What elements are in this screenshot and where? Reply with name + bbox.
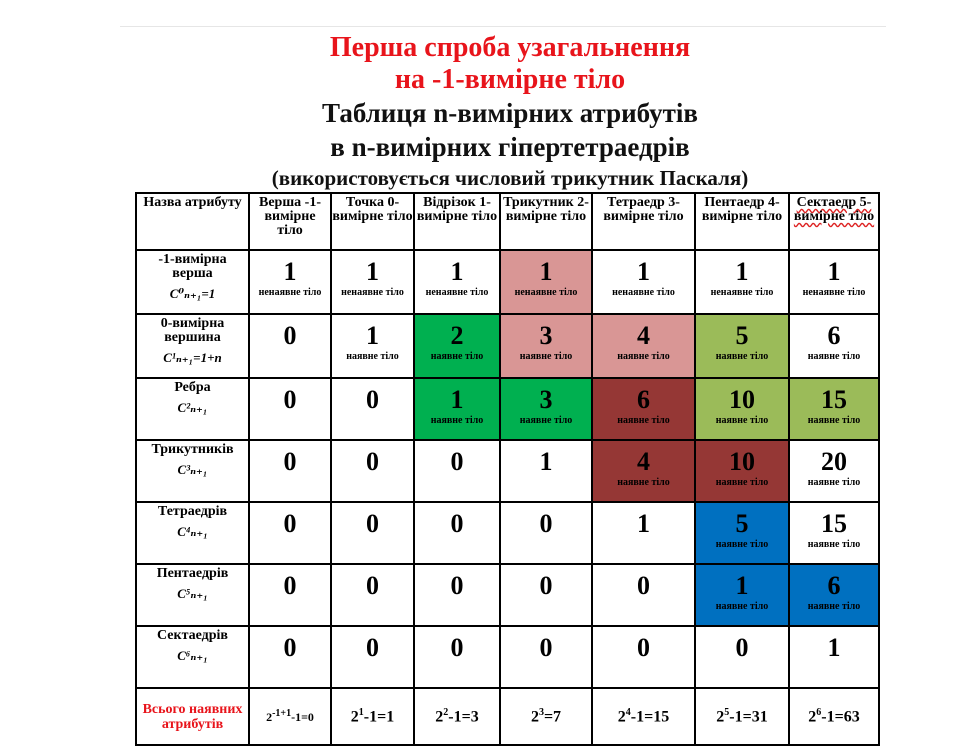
cell-note: ненаявне тіло [802,287,866,298]
cell-note: наявне тіло [617,477,670,488]
cell-note: наявне тіло [715,415,769,426]
title-line-2: на -1-вимірне тіло [394,64,626,95]
cell-value: 10 [729,447,755,476]
cell-note: наявне тіло [807,601,861,612]
cell-value: 15 [821,385,847,414]
table-row [136,440,879,502]
value-cell [331,440,414,502]
value-cell [331,378,414,440]
summary-rest: -1=15 [630,708,670,726]
cell-note: ненаявне тіло [514,287,578,298]
cell-value: 0 [283,447,297,476]
row-label: Тетраедрів [157,504,228,519]
summary-base: 2 [350,708,359,726]
cell-note: наявне тіло [617,351,670,362]
cell-value: 1 [450,257,464,286]
cell-value: 3 [539,321,553,350]
cell-value: 1 [366,321,379,350]
value-cell [592,626,695,688]
cell-value: 1 [827,257,841,286]
cell-value: 0 [283,571,297,600]
header-col: Тетраедр 3-вимірне тіло [592,193,695,250]
cell-value: 0 [539,509,553,538]
row-label: Пентаедрів [156,566,229,581]
cell-note: ненаявне тіло [258,287,322,298]
header-name-col: Назва атрибуту [136,193,249,250]
cell-value: 6 [637,385,650,414]
summary-cell [789,688,879,745]
value-cell [592,378,695,440]
cell-value: 1 [539,447,553,476]
value-cell [500,626,592,688]
row-label-cell [136,378,249,440]
value-cell [500,502,592,564]
table-header-row [136,193,879,250]
row-formula: C¹ₙ₊₁=1+n [163,350,222,365]
cell-note: ненаявне тіло [710,287,774,298]
summary-cell [331,688,414,745]
cell-value: 1 [637,509,650,538]
row-formula: C⁴ₙ₊₁ [177,524,208,539]
title-line-1: Перша спроба узагальнення [329,32,691,63]
value-cell [331,564,414,626]
value-cell [331,626,414,688]
value-cell [249,502,331,564]
row-label: -1-вимірна верша [158,252,227,281]
value-cell [592,440,695,502]
cell-value: 1 [735,257,749,286]
row-formula: C²ₙ₊₁ [177,400,208,415]
value-cell [414,564,500,626]
row-label: Ребра [174,380,211,395]
cell-note: ненаявне тіло [425,287,489,298]
value-cell [592,564,695,626]
cell-value: 1 [827,633,841,662]
cell-note: наявне тіло [346,351,399,362]
summary-base: 2 [435,708,444,726]
value-cell [414,314,500,378]
cell-value: 0 [450,447,464,476]
value-cell [592,250,695,314]
table-row [136,626,879,688]
value-cell [331,314,414,378]
value-cell [414,250,500,314]
summary-rest: -1=0 [291,710,314,724]
cell-value: 0 [283,321,297,350]
value-cell [500,564,592,626]
cell-value: 5 [735,321,749,350]
summary-rest: -1=3 [448,708,479,726]
value-cell [249,626,331,688]
table-row [136,314,879,378]
summary-exponent: 2 [443,706,449,718]
value-cell [249,378,331,440]
row-label-cell [136,626,249,688]
summary-label: Всього наявних атрибутів [136,688,249,745]
value-cell [789,564,879,626]
cell-value: 4 [637,321,650,350]
value-cell [500,378,592,440]
cell-value: 10 [729,385,755,414]
attributes-table [135,192,880,746]
title-line-5: (використовується числовий трикутник Паскаля) [271,166,749,190]
top-divider-line [120,26,886,27]
value-cell [789,250,879,314]
cell-value: 6 [827,321,841,350]
cell-note: наявне тіло [430,351,484,362]
cell-value: 0 [366,385,379,414]
row-label-cell [136,564,249,626]
cell-value: 2 [450,321,464,350]
cell-value: 0 [366,509,379,538]
title-line-3: Таблиця n-вимірних атрибутів [322,98,698,128]
row-label-cell [136,250,249,314]
value-cell [592,502,695,564]
cell-value: 0 [637,571,650,600]
value-cell [414,626,500,688]
attributes-table-wrapper [135,192,878,732]
cell-note: наявне тіло [715,601,769,612]
value-cell [249,564,331,626]
value-cell [695,378,789,440]
row-label: 0-вимірна вершина [160,316,225,345]
value-cell [592,314,695,378]
table-row [136,378,879,440]
value-cell [695,314,789,378]
title-line-4: в n-вимірних гіпертетраедрів [330,132,690,162]
cell-note: наявне тіло [715,477,769,488]
cell-value: 15 [821,509,847,538]
summary-exponent: 3 [538,706,544,718]
summary-base: 2 [617,708,626,726]
value-cell [695,626,789,688]
cell-value: 0 [735,633,749,662]
cell-value: 1 [637,257,650,286]
cell-value: 0 [283,385,297,414]
header-col: Відрізок 1-вимірне тіло [414,193,500,250]
summary-exponent: -1+1 [272,708,292,719]
cell-note: наявне тіло [519,351,573,362]
cell-value: 0 [283,509,297,538]
header-col: Точка 0-вимірне тіло [331,193,414,250]
value-cell [414,502,500,564]
value-cell [789,502,879,564]
summary-rest: -1=31 [729,708,768,726]
summary-base: 2 [266,710,273,724]
value-cell [789,440,879,502]
cell-value: 0 [283,633,297,662]
cell-note: наявне тіло [807,351,861,362]
summary-cell [695,688,789,745]
cell-value: 0 [450,633,464,662]
summary-exponent: 4 [625,706,631,718]
cell-value: 1 [366,257,379,286]
row-label-cell [136,502,249,564]
value-cell [331,502,414,564]
summary-rest: -1=63 [821,708,860,726]
summary-rest: -1=1 [363,708,395,726]
value-cell [249,440,331,502]
value-cell [249,250,331,314]
summary-base: 2 [808,708,817,726]
cell-value: 0 [366,633,379,662]
value-cell [249,314,331,378]
row-formula: C³ₙ₊₁ [177,462,208,477]
row-label-cell [136,314,249,378]
cell-value: 0 [366,571,379,600]
value-cell [500,250,592,314]
cell-note: наявне тіло [715,351,769,362]
summary-base: 2 [530,708,539,726]
summary-exponent: 1 [358,706,364,718]
cell-value: 0 [366,447,379,476]
summary-rest: =7 [543,708,562,726]
value-cell [695,440,789,502]
row-formula: C⁵ₙ₊₁ [177,586,208,601]
header-col: Трикутник 2-вимірне тіло [500,193,592,250]
value-cell [695,250,789,314]
value-cell [500,440,592,502]
row-formula: C⁰ₙ₊₁=1 [169,286,216,301]
cell-note: наявне тіло [807,415,861,426]
table-row [136,502,879,564]
value-cell [331,250,414,314]
cell-note: наявне тіло [715,539,769,550]
value-cell [789,626,879,688]
cell-value: 20 [821,447,847,476]
cell-value: 4 [637,447,650,476]
table-row [136,564,879,626]
row-label: Сектаедрів [157,628,228,643]
cell-value: 0 [539,633,553,662]
table-row [136,250,879,314]
cell-value: 3 [539,385,553,414]
summary-cell [414,688,500,745]
cell-note: наявне тіло [807,477,861,488]
cell-note: наявне тіло [617,415,670,426]
header-col-label: Сектаедр 5-вимірне тіло [793,195,875,224]
summary-cell [500,688,592,745]
value-cell [789,378,879,440]
cell-note: наявне тіло [519,415,573,426]
table-body [136,250,879,688]
value-cell [500,314,592,378]
header-col: Верша -1-вимірне тіло [249,193,331,250]
value-cell [414,440,500,502]
row-label-cell [136,440,249,502]
summary-cell [592,688,695,745]
summary-exponent: 5 [724,706,730,718]
cell-value: 0 [450,571,464,600]
cell-note: ненаявне тіло [612,287,675,298]
cell-value: 0 [539,571,553,600]
cell-value: 1 [283,257,297,286]
cell-value: 5 [735,509,749,538]
cell-value: 1 [539,257,553,286]
cell-value: 1 [735,571,749,600]
cell-value: 0 [450,509,464,538]
summary-row [136,688,879,745]
value-cell [695,502,789,564]
summary-exponent: 6 [816,706,822,718]
cell-value: 6 [827,571,841,600]
value-cell [414,378,500,440]
row-label: Трикутників [151,442,234,457]
cell-note: наявне тіло [430,415,484,426]
header-col: Пентаедр 4-вимірне тіло [695,193,789,250]
summary-base: 2 [716,708,725,726]
cell-note: ненаявне тіло [341,287,404,298]
cell-note: наявне тіло [807,539,861,550]
cell-value: 0 [637,633,650,662]
value-cell [789,314,879,378]
header-col-sectaedr [789,193,879,250]
summary-cell [249,688,331,745]
value-cell [695,564,789,626]
cell-value: 1 [450,385,464,414]
row-formula: C⁶ₙ₊₁ [177,648,208,663]
